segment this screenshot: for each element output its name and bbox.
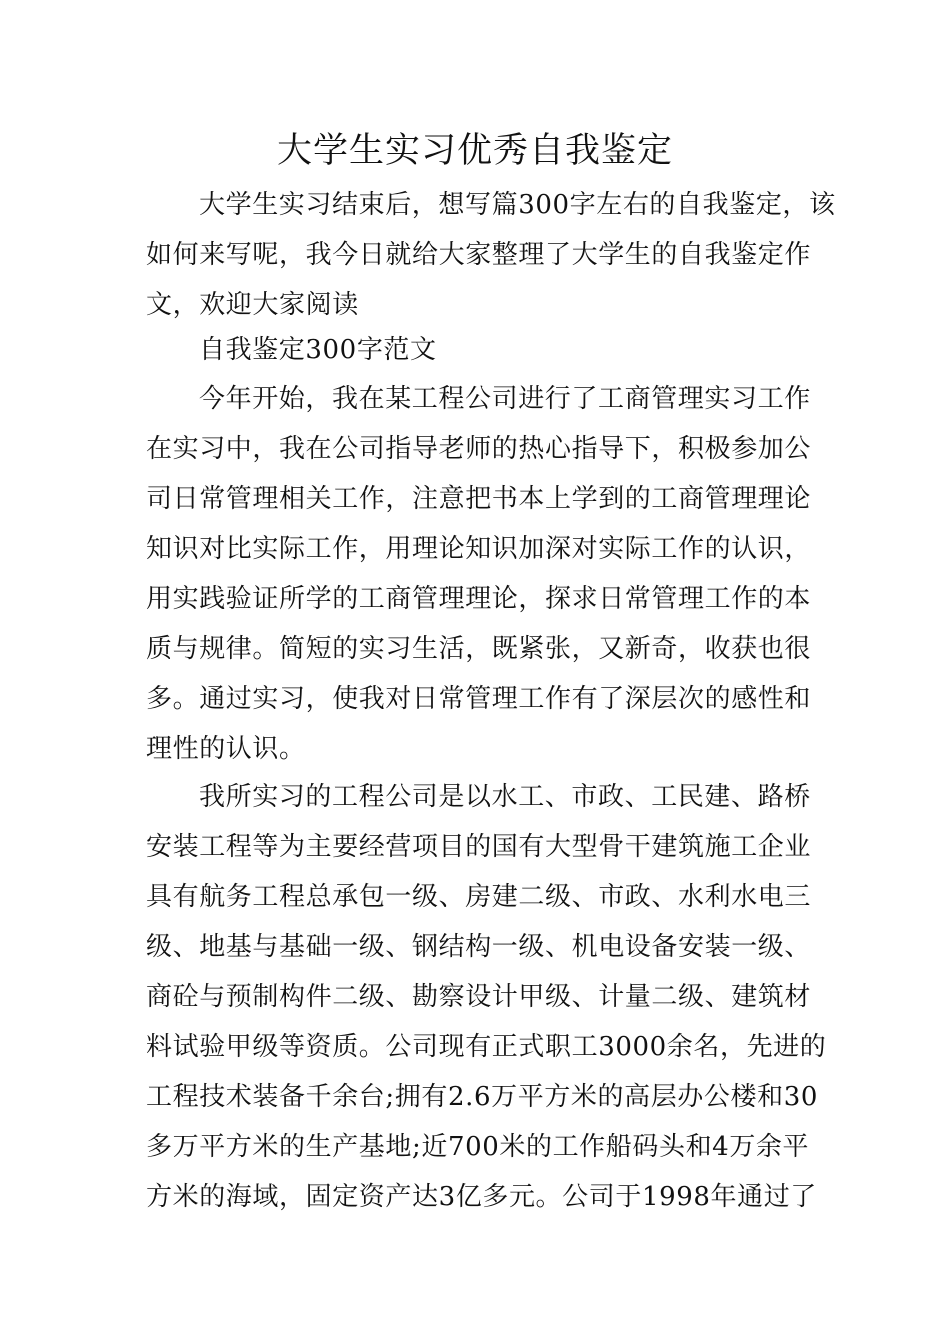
paragraph-internship-summary [146,374,812,774]
text-line: 方米的海域，固定资产达3亿多元。公司于1998年通过了 [146,1182,817,1212]
text-line: 安装工程等为主要经营项目的国有大型骨干建筑施工企业 [146,832,812,862]
text-line: 理性的认识。 [146,734,306,764]
text-line: 质与规律。简短的实习生活，既紧张，又新奇，收获也很 [146,634,812,664]
text-line: 今年开始，我在某工程公司进行了工商管理实习工作 [199,384,811,414]
text-line: 工程技术装备千余台;拥有2.6万平方米的高层办公楼和30 [146,1082,818,1112]
text-line: 文，欢迎大家阅读 [146,290,359,320]
paragraph-intro [146,180,836,330]
text-line: 大学生实习结束后，想写篇300字左右的自我鉴定，该 [199,190,836,220]
text-line: 级、地基与基础一级、钢结构一级、机电设备安装一级、 [146,932,812,962]
paragraph-subheading [146,325,806,375]
text-line: 自我鉴定300字范文 [199,335,437,365]
text-line: 司日常管理相关工作，注意把书本上学到的工商管理理论 [146,484,812,514]
text-line: 在实习中，我在公司指导老师的热心指导下，积极参加公 [146,434,812,464]
text-line: 多。通过实习，使我对日常管理工作有了深层次的感性和 [146,684,812,714]
text-line: 知识对比实际工作，用理论知识加深对实际工作的认识， [146,534,812,564]
document-title: 大学生实习优秀自我鉴定 [276,131,673,171]
text-line: 用实践验证所学的工商管理理论，探求日常管理工作的本 [146,584,812,614]
text-line: 我所实习的工程公司是以水工、市政、工民建、路桥 [199,782,811,812]
text-line: 具有航务工程总承包一级、房建二级、市政、水利水电三 [146,882,812,912]
text-line: 商砼与预制构件二级、勘察设计甲级、计量二级、建筑材 [146,982,812,1012]
text-line: 多万平方米的生产基地;近700米的工作船码头和4万余平 [146,1132,810,1162]
paragraph-company-profile [146,772,827,1222]
text-line: 如何来写呢，我今日就给大家整理了大学生的自我鉴定作 [146,240,812,270]
text-line: 料试验甲级等资质。公司现有正式职工3000余名，先进的 [146,1032,827,1062]
